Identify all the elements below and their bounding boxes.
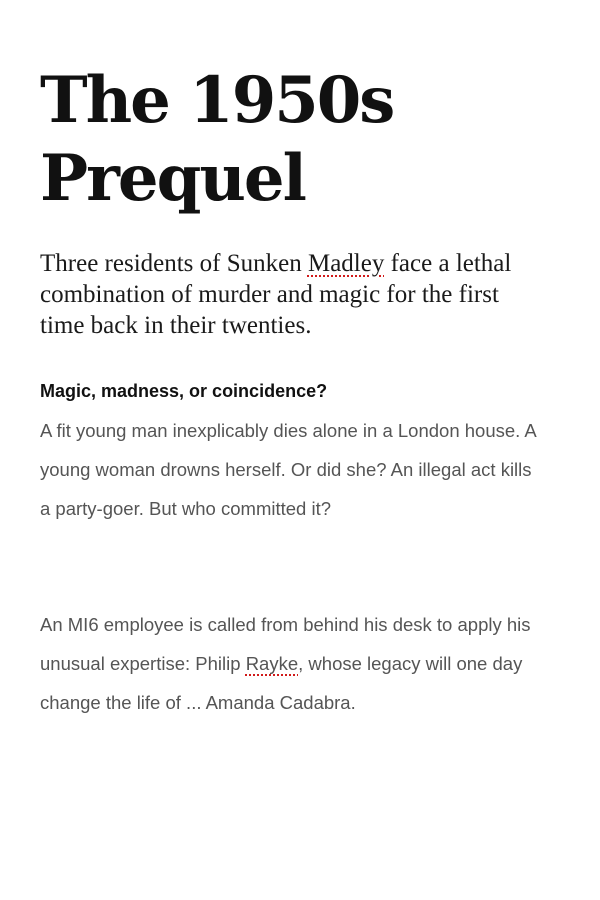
body-paragraph-1: A fit young man inexplicably dies alone in a London house. A young woman drowns herself. Or did she? An illegal act kills a party-goer. But who committed it?: [40, 420, 536, 519]
paragraph-2-text-end: , whose legacy will one day change the life of ... Amanda Cadabra.: [40, 653, 523, 713]
page-title: [40, 62, 570, 218]
title-line-2: Prequel: [40, 141, 305, 216]
title-line-1: The 1950s: [40, 63, 394, 138]
section-heading: Magic, madness, or coincidence?: [40, 381, 328, 401]
subtitle-text-end: face a lethal combination of murder and magic for the first time back in their twenties.: [40, 250, 512, 339]
subtitle-text-start: Three residents of Sunken: [40, 250, 308, 277]
paragraph-2-text-start: An MI6 employee is called from behind his desk to apply his unusual expertise: Philip: [40, 614, 531, 674]
body-paragraph-2: [40, 605, 540, 722]
spellcheck-flagged-word[interactable]: Rayke: [245, 653, 299, 674]
spellcheck-flagged-word[interactable]: Madley: [307, 250, 385, 277]
subtitle: [40, 248, 540, 341]
